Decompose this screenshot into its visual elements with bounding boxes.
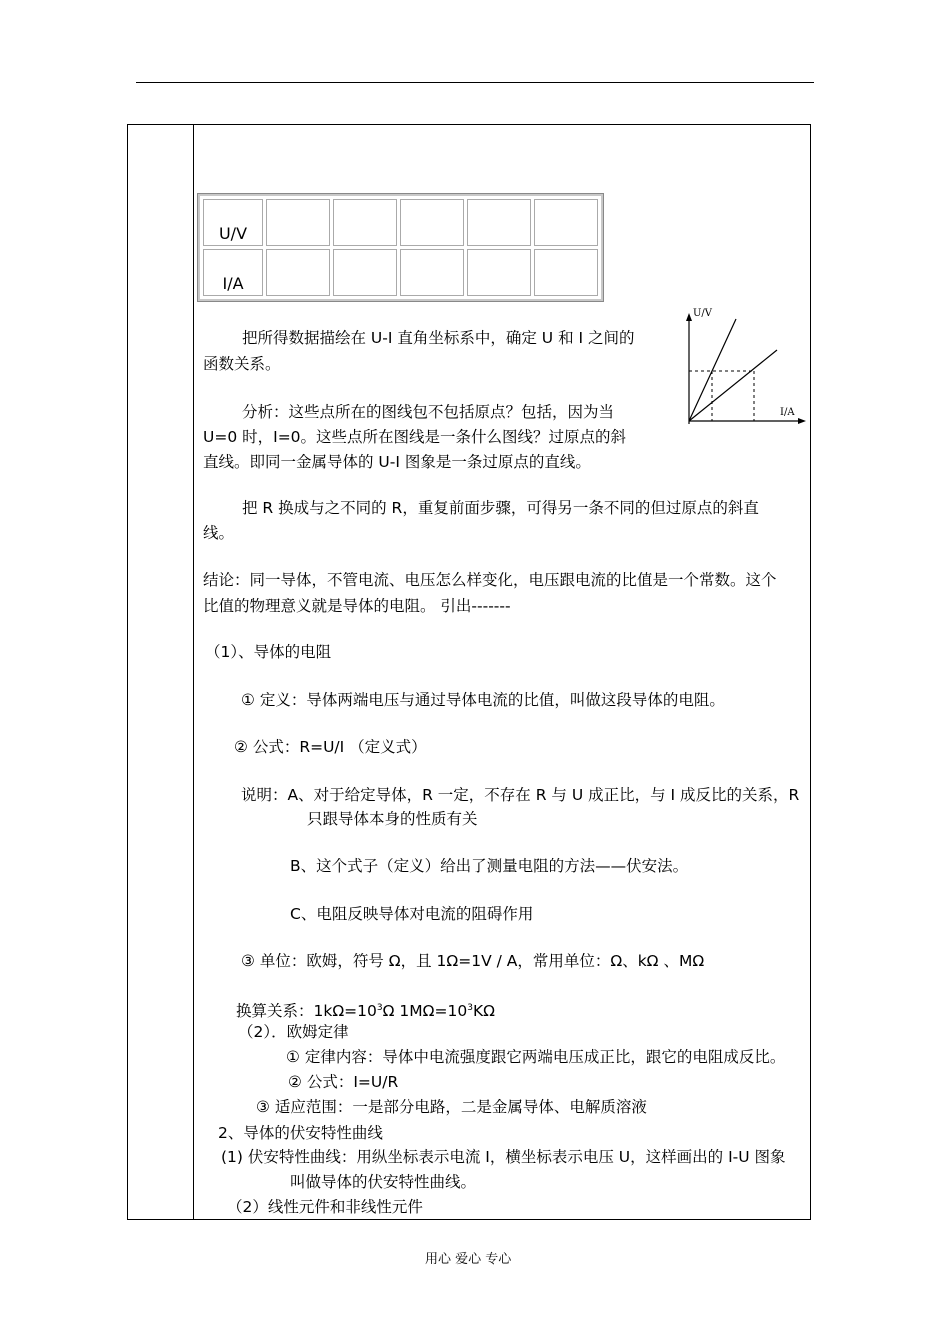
paragraph-line: 线。 xyxy=(203,524,235,542)
table-cell xyxy=(534,199,598,246)
section-heading: （1）、导体的电阻 xyxy=(205,643,332,661)
conversion-text: KΩ xyxy=(472,1002,495,1021)
shallow-line xyxy=(689,350,777,421)
header-rule xyxy=(136,82,814,83)
conversion-text: Ω 1MΩ=10 xyxy=(382,1002,468,1021)
page-footer: 用心 爱心 专心 xyxy=(425,1252,512,1267)
conversion-exponent: 3 xyxy=(467,1003,473,1013)
formula-line: ② 公式：R=U/I （定义式） xyxy=(234,738,427,756)
table-cell xyxy=(266,199,330,246)
law-content-line: ① 定律内容：导体中电流强度跟它两端电压成正比，跟它的电阻成反比。 xyxy=(286,1048,786,1066)
curve-def-line: 叫做导体的伏安特性曲线。 xyxy=(290,1173,477,1191)
note-line: B、这个式子（定义）给出了测量电阻的方法——伏安法。 xyxy=(290,857,689,875)
definition-line: ① 定义：导体两端电压与通过导体电流的比值，叫做这段导体的电阻。 xyxy=(241,691,725,709)
curve-def-line: (1) 伏安特性曲线：用纵坐标表示电流 I，横坐标表示电压 U，这样画出的 I-U 图象 xyxy=(221,1148,786,1166)
table-cell xyxy=(467,199,531,246)
row-label-current: I/A xyxy=(203,249,263,296)
section-heading: （2）线性元件和非线性元件 xyxy=(227,1198,423,1216)
table-row xyxy=(203,249,598,296)
note-line: 只跟导体本身的性质有关 xyxy=(307,810,478,828)
x-axis-label: I/A xyxy=(780,407,795,418)
formula-line: ② 公式：I=U/R xyxy=(288,1073,399,1091)
paragraph-line: 把 R 换成与之不同的 R，重复前面步骤，可得另一条不同的但过原点的斜直 xyxy=(242,499,759,517)
table-cell xyxy=(266,249,330,296)
data-table xyxy=(198,194,603,301)
steep-line xyxy=(689,319,736,421)
paragraph-line: 比值的物理意义就是导体的电阻。 引出------- xyxy=(203,597,511,615)
note-line: 说明：A、对于给定导体，R 一定，不存在 R 与 U 成正比，与 I 成反比的关系，R xyxy=(241,786,800,804)
x-axis-arrow-icon xyxy=(798,418,806,424)
table-cell xyxy=(534,249,598,296)
y-axis-arrow-icon xyxy=(686,313,692,321)
frame-column-divider xyxy=(193,124,194,1220)
note-line: C、电阻反映导体对电流的阻碍作用 xyxy=(290,905,534,923)
paragraph-line: 直线。即同一金属导体的 U-I 图象是一条过原点的直线。 xyxy=(203,453,591,471)
u-i-graph xyxy=(680,304,810,434)
unit-line: ③ 单位：欧姆，符号 Ω，且 1Ω=1V / A，常用单位：Ω、kΩ 、MΩ xyxy=(241,952,705,970)
section-heading: 2、导体的伏安特性曲线 xyxy=(218,1124,383,1142)
table-cell xyxy=(333,199,397,246)
paragraph-line: 函数关系。 xyxy=(203,355,281,373)
section-heading: （2）．欧姆定律 xyxy=(238,1023,349,1041)
table-row xyxy=(203,199,598,246)
table-cell xyxy=(333,249,397,296)
paragraph-line: 分析：这些点所在的图线包不包括原点？包括，因为当 xyxy=(242,403,615,421)
paragraph-line: 把所得数据描绘在 U-I 直角坐标系中，确定 U 和 I 之间的 xyxy=(242,329,635,347)
paragraph-line: U=0 时，I=0。这些点所在图线是一条什么图线？过原点的斜 xyxy=(203,428,627,446)
conversion-exponent: 3 xyxy=(376,1003,383,1013)
scope-line: ③ 适应范围：一是部分电路，二是金属导体、电解质溶液 xyxy=(256,1098,647,1116)
table-cell xyxy=(400,249,464,296)
row-label-voltage: U/V xyxy=(203,199,263,246)
table-cell xyxy=(400,199,464,246)
table-cell xyxy=(467,249,531,296)
conversion-text: 换算关系：1kΩ=10 xyxy=(236,1002,377,1021)
y-axis-label: U/V xyxy=(693,308,713,319)
paragraph-line: 结论：同一导体，不管电流、电压怎么样变化，电压跟电流的比值是一个常数。这个 xyxy=(203,571,777,589)
